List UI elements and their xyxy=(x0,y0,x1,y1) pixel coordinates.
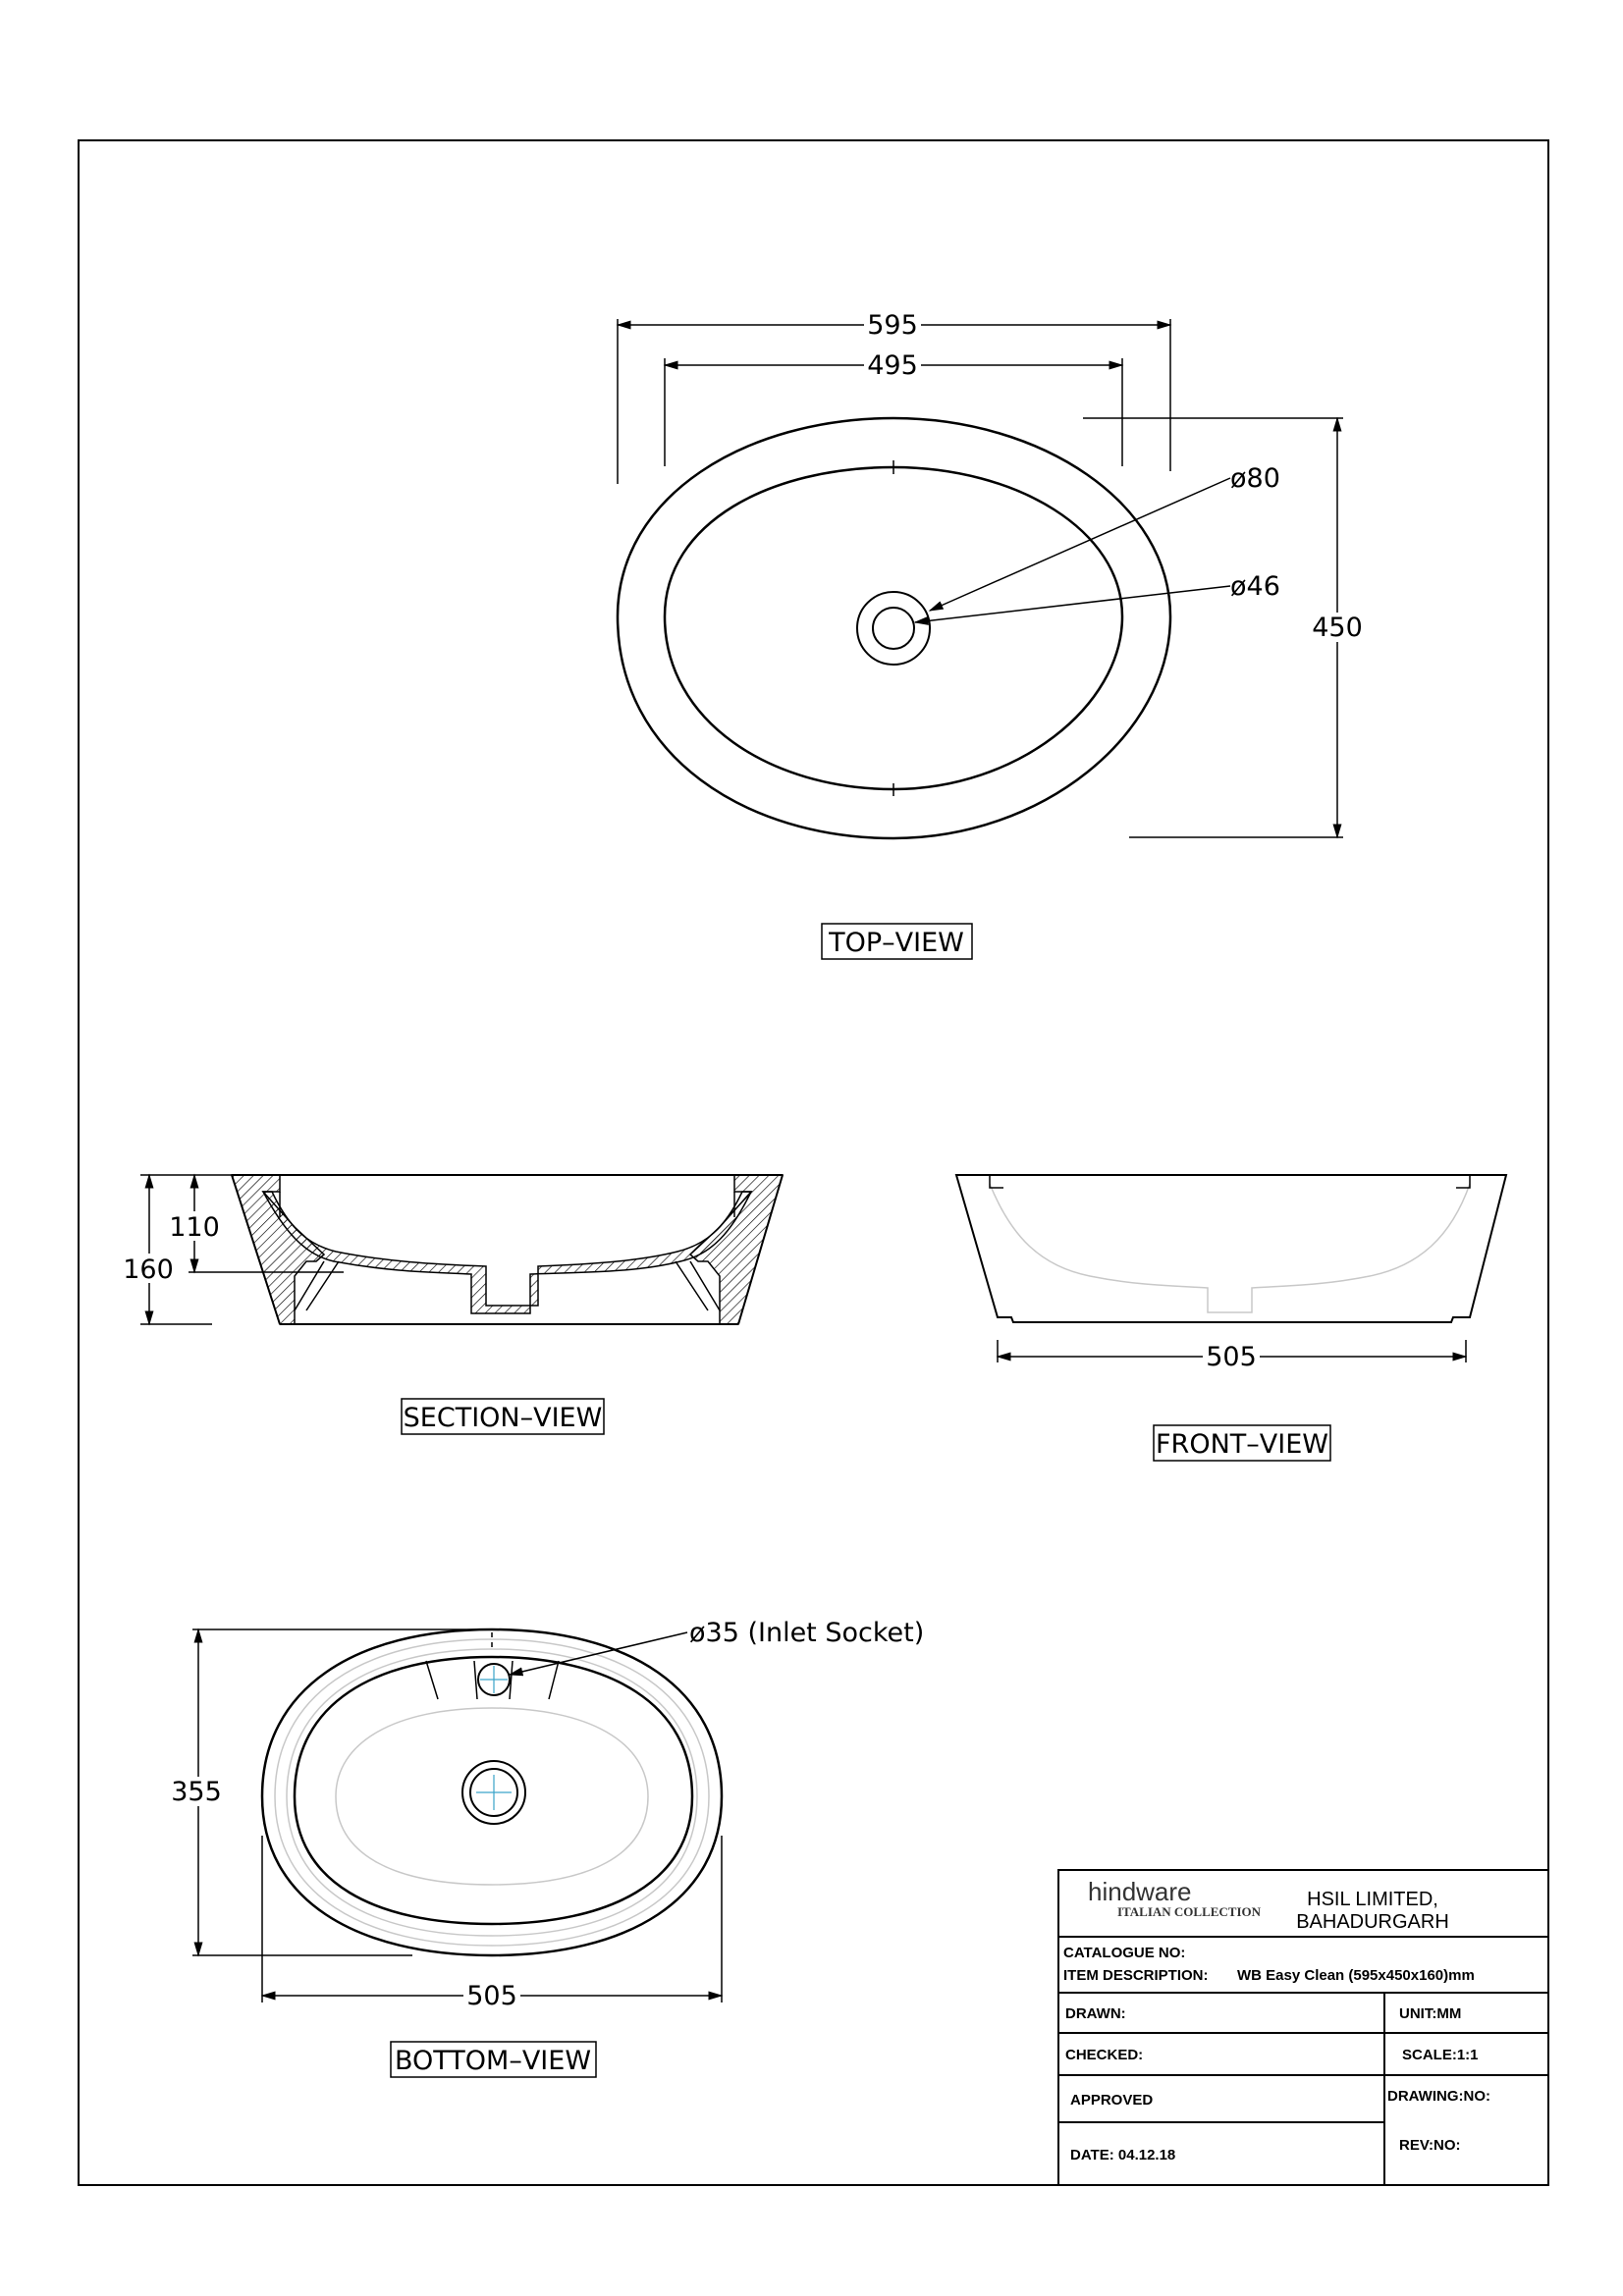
bottom-view-label: BOTTOM–VIEW xyxy=(394,2046,592,2076)
date-field: DATE: 04.12.18 xyxy=(1070,2147,1176,2163)
dim-110-label: 110 xyxy=(169,1212,220,1243)
dim-505-front-label: 505 xyxy=(1206,1342,1257,1372)
approved-field: APPROVED xyxy=(1070,2092,1154,2109)
drawn-field: DRAWN: xyxy=(1065,2005,1126,2022)
top-view-label: TOP–VIEW xyxy=(829,928,964,958)
title-block xyxy=(1058,1870,1548,2185)
hindware-logo: hindware xyxy=(1088,1877,1192,1906)
dim-dia46-label: ø46 xyxy=(1230,571,1280,602)
hindware-logo-sub: ITALIAN COLLECTION xyxy=(1117,1904,1262,1919)
company-location: BAHADURGARH xyxy=(1296,1911,1449,1933)
dim-505-bottom-label: 505 xyxy=(466,1981,517,2011)
checked-field: CHECKED: xyxy=(1065,2047,1144,2063)
dim-dia80-label: ø80 xyxy=(1230,463,1280,494)
drain-inner-ring xyxy=(873,608,914,649)
drain-outer-ring xyxy=(857,592,930,665)
front-view-label: FRONT–VIEW xyxy=(1156,1429,1328,1460)
basin-outer-rim xyxy=(618,418,1170,838)
section-view-label: SECTION–VIEW xyxy=(403,1403,603,1433)
scale-field: SCALE:1:1 xyxy=(1402,2047,1479,2063)
item-description-value: WB Easy Clean (595x450x160)mm xyxy=(1237,1967,1475,1984)
dim-355-label: 355 xyxy=(171,1777,222,1807)
dim-160-label: 160 xyxy=(123,1255,174,1285)
catalogue-no: CATALOGUE NO: xyxy=(1063,1945,1186,1961)
basin-inner-bowl xyxy=(665,467,1122,789)
dim-595-label: 595 xyxy=(867,310,918,341)
front-view xyxy=(956,1175,1506,1461)
item-description-label: ITEM DESCRIPTION: xyxy=(1063,1967,1209,1984)
front-view-outline xyxy=(956,1175,1506,1322)
dim-495-label: 495 xyxy=(867,350,918,381)
section-bowl-wall xyxy=(263,1192,751,1313)
company-name: HSIL LIMITED, xyxy=(1307,1889,1438,1910)
bottom-view xyxy=(169,1618,924,2077)
section-view xyxy=(120,1175,783,1434)
unit-field: UNIT:MM xyxy=(1399,2005,1462,2022)
dim-450-label: 450 xyxy=(1312,613,1363,643)
drawing-border xyxy=(79,140,1548,2185)
rev-no-field: REV:NO: xyxy=(1399,2137,1461,2154)
drawing-no-field: DRAWING:NO: xyxy=(1387,2088,1490,2105)
top-view xyxy=(618,310,1364,959)
dim-inlet-label: ø35 (Inlet Socket) xyxy=(689,1618,925,1648)
